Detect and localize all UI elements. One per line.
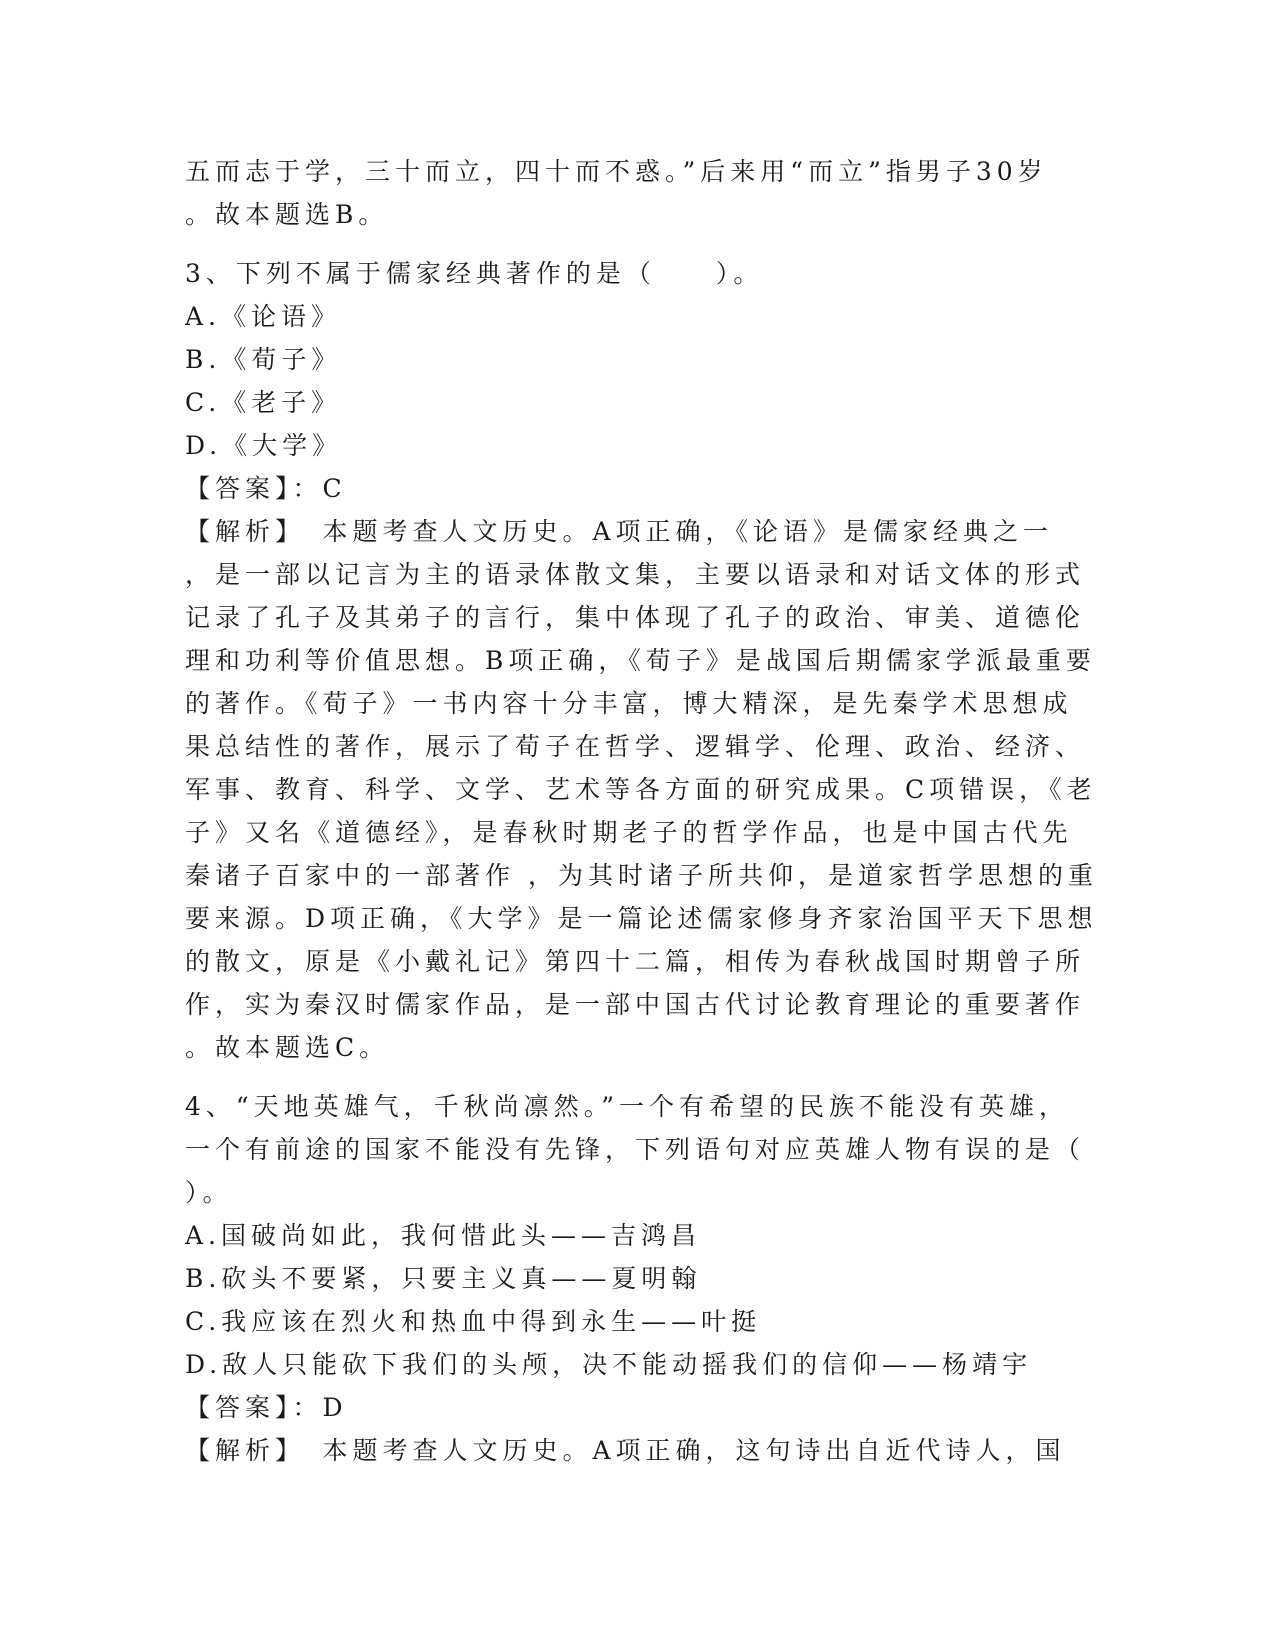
question-stem: ）。 [185, 1178, 233, 1207]
explanation-line: 【解析】 本题考查人文历史。A项正确，《论语》是儒家经典之一 [185, 517, 1054, 546]
explanation-line: 要来源。D项正确，《大学》是一篇论述儒家修身齐家治国平天下思想 [185, 904, 1098, 933]
explanation-line: 理和功利等价值思想。B项正确，《荀子》是战国后期儒家学派最重要 [185, 646, 1096, 675]
explanation-line: 军事、教育、科学、文学、艺术等各方面的研究成果。C项错误，《老 [185, 775, 1097, 804]
previous-explanation [185, 150, 1085, 236]
question-4 [185, 1085, 1085, 1472]
option-d: D.《大学》 [185, 431, 343, 460]
explanation-line: 【解析】 本题考查人文历史。A项正确，这句诗出自近代诗人，国 [185, 1436, 1066, 1465]
explanation-line: 的散文，原是《小戴礼记》第四十二篇，相传为春秋战国时期曾子所 [185, 947, 1086, 976]
answer-line: 【答案】：C [185, 474, 347, 503]
option-b: B.砍头不要紧，只要主义真——夏明翰 [185, 1264, 702, 1293]
question-stem: 3、下列不属于儒家经典著作的是（ ）。 [185, 259, 764, 288]
explanation-line: 作，实为秦汉时儒家作品，是一部中国古代讨论教育理论的重要著作 [185, 990, 1086, 1019]
explanation-line: 秦诸子百家中的一部著作 ，为其时诸子所共仰，是道家哲学思想的重 [185, 861, 1098, 890]
question-3 [185, 252, 1098, 1069]
explanation-line: 子》又名《道德经》，是春秋时期老子的哲学作品，也是中国古代先 [185, 818, 1073, 847]
explanation-line: ，是一部以记言为主的语录体散文集，主要以语录和对话文体的形式 [185, 560, 1086, 589]
question-stem: 一个有前途的国家不能没有先锋，下列语句对应英雄人物有误的是（ [185, 1135, 1086, 1164]
option-c: C.我应该在烈火和热血中得到永生——叶挺 [185, 1307, 762, 1336]
explanation-line: 。故本题选C。 [185, 1033, 390, 1062]
option-d: D.敌人只能砍下我们的头颅，决不能动摇我们的信仰——杨靖宇 [185, 1350, 1033, 1379]
option-c: C.《老子》 [185, 388, 342, 417]
explanation-line: 果总结性的著作，展示了荀子在哲学、逻辑学、伦理、政治、经济、 [185, 732, 1086, 761]
explanation-line: 。故本题选B。 [185, 200, 389, 229]
document-page [185, 150, 1098, 1472]
option-a: A.《论语》 [185, 302, 342, 331]
option-b: B.《荀子》 [185, 345, 342, 374]
option-a: A.国破尚如此，我何惜此头——吉鸿昌 [185, 1221, 702, 1250]
explanation-line: 五而志于学，三十而立，四十而不惑。”后来用“而立”指男子30岁 [185, 157, 1048, 186]
answer-line: 【答案】：D [185, 1393, 348, 1422]
question-stem: 4、“天地英雄气，千秋尚凛然。”一个有希望的民族不能没有英雄， [185, 1092, 1069, 1121]
explanation-line: 记录了孔子及其弟子的言行，集中体现了孔子的政治、审美、道德伦 [185, 603, 1086, 632]
explanation-line: 的著作。《荀子》一书内容十分丰富，博大精深，是先秦学术思想成 [185, 689, 1073, 718]
